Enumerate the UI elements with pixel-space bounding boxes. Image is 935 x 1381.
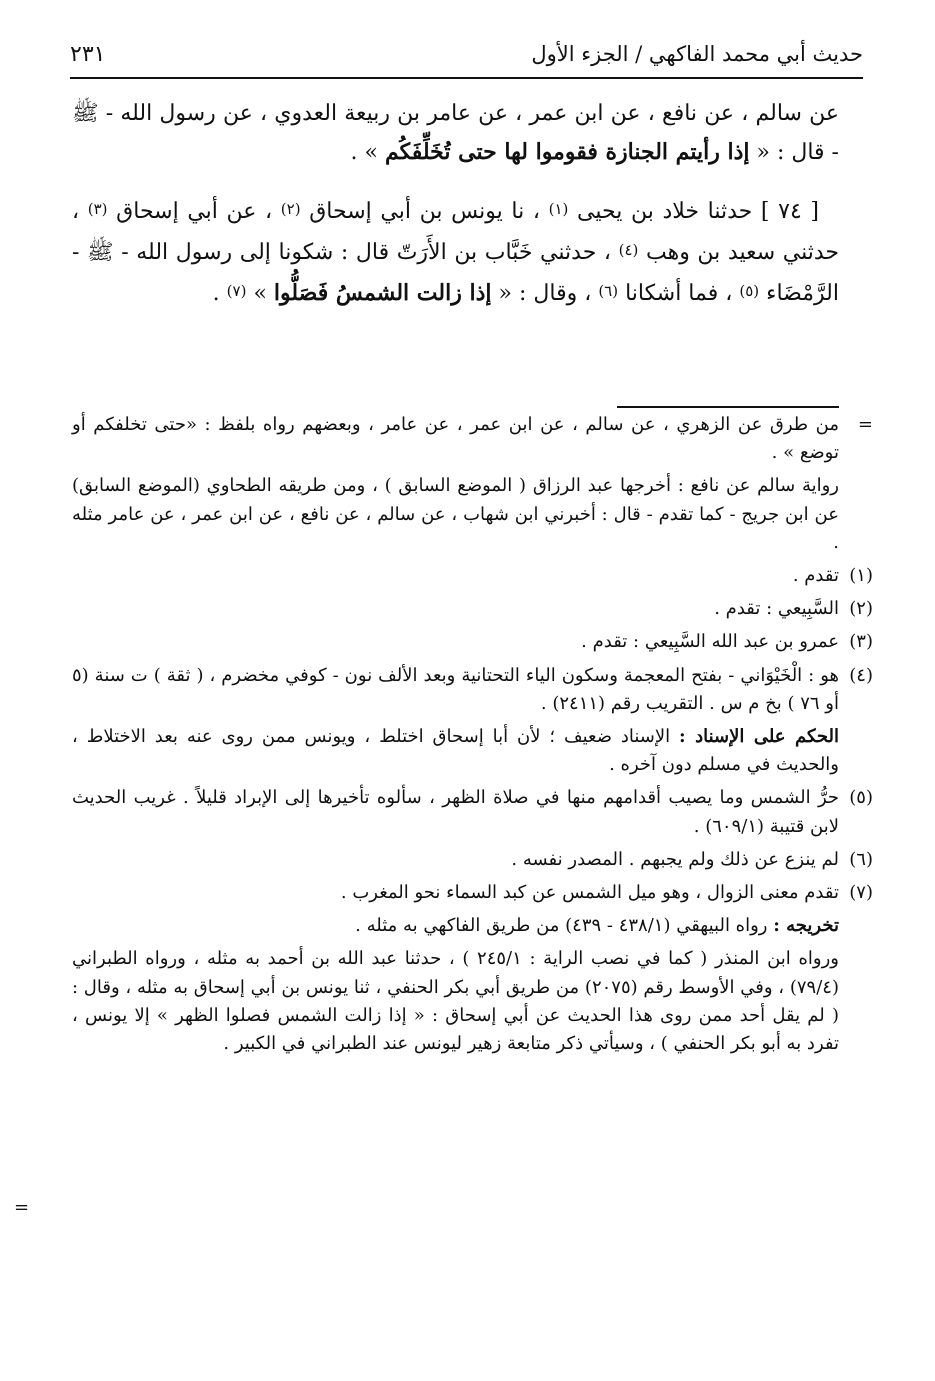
continues-mark: = <box>14 1197 30 1218</box>
footnote-2: (٢) السَّبِيعي : تقدم . <box>714 598 873 620</box>
footnote-ref: (٦) <box>598 282 619 300</box>
footnote-ref: (٤) <box>618 241 639 259</box>
footnote-ref: (١) <box>548 200 569 218</box>
footnote-4: (٤) هو : الْخَيْوَاني - بفتح المعجمة وسكون الياء التحتانية وبعد الألف نون - كوفي مخضرم ، ( ثقة ) ت سنة (٥ أو ٧٦ ) بخ م س . التقريب رقم (٢٤١١) . <box>72 664 873 714</box>
main-text <box>72 94 839 313</box>
footnote-7: (٧) تقدم معنى الزوال ، وهو ميل الشمس عن كبد السماء نحو المغرب . <box>340 882 873 904</box>
footnote-ref: (٢) <box>280 200 301 218</box>
footnote-7-takhrij: تخريجه : رواه البيهقي (٤٣٨/١ - ٤٣٩) من طريق الفاكهي به مثله . <box>355 915 839 937</box>
footnote-continuation: = من طرق عن الزهري ، عن سالم ، عن ابن عمر ، عن عامر ، وبعضهم رواه بلفظ : «حتى تخلفكم أو توضع » . <box>72 411 839 467</box>
hadith-73-matn: إذا رأيتم الجنازة فقوموا لها حتى تُخَلِّفَكُم <box>384 139 750 165</box>
footnote-1: (١) تقدم . <box>792 565 873 587</box>
hadith-74-matn: إذا زالت الشمسُ فَصَلُّوا <box>273 280 492 306</box>
footnote-6: (٦) لم ينزع عن ذلك ولم يجبهم . المصدر نفسه . <box>511 848 873 870</box>
footnote-5: (٥) حرُّ الشمس وما يصيب أقدامهم منها في صلاة الظهر ، سألوه تأخيرها إلى الإبراد قليلاً . غريب الحديث لابن قتيبة (٦٠٩/١) . <box>72 787 873 837</box>
takhrij-label: تخريجه : <box>773 915 839 937</box>
header-rule <box>70 77 863 79</box>
footnote-3: (٣) عمرو بن عبد الله السَّبِيعي : تقدم . <box>581 631 873 653</box>
hadith-number: [ ٧٤ ] <box>760 199 819 224</box>
hadith-74: [ ٧٤ ] حدثنا خلاد بن يحيى (١) ، نا يونس بن أبي إسحاق (٢) ، عن أبي إسحاق (٣) ، حدثني سعيد بن وهب (٤) ، حدثني خَبَّاب بن الأَرَتّ قال : شكونا إلى رسول الله - ﷺ - الرَّمْضَاء (٥) ، فما أشكانا (٦) ، وقال : « إذا زالت الشمسُ فَصَلُّوا » (٧) . <box>72 199 839 306</box>
hadith-73-ending: عن سالم ، عن نافع ، عن ابن عمر ، عن عامر بن ربيعة العدوي ، عن رسول الله - ﷺ - قال : « إذا رأيتم الجنازة فقوموا لها حتى تُخَلِّفَكُم » . <box>72 101 839 165</box>
page-number: ٢٣١ <box>70 42 106 67</box>
running-title: حديث أبي محمد الفاكهي / الجزء الأول <box>531 42 863 66</box>
continuation-mark: = <box>857 414 873 435</box>
footnote-7-more: ورواه ابن المنذر ( كما في نصب الراية : ٢٤٥/١ ) ، حدثنا عبد الله بن أحمد به مثله ، ورواه الطبراني (٧٩/٤) ، وفي الأوسط رقم (٢٠٧٥) من طريق أبي بكر الحنفي ، ثنا يونس بن أبي إسحاق به مثله ، وقال : ( لم يقل أحد ممن روى هذا الحديث عن أبي إسحاق : « إذا زالت الشمس فصلوا الظهر » إلا يونس ، تفرد به أبو بكر الحنفي ) ، وسيأتي ذكر متابعة زهير ليونس عند الطبراني في الكبير . <box>72 948 839 1055</box>
footnote-ref: (٥) <box>739 282 760 300</box>
footnotes <box>72 411 873 1063</box>
footnote-ref: (٧) <box>226 282 247 300</box>
page-header <box>70 42 863 72</box>
footnote-ref: (٣) <box>87 200 108 218</box>
footnote-separator <box>617 406 839 408</box>
footnote-4-ruling: الحكم على الإسناد : الإسناد ضعيف ؛ لأن أبا إسحاق اختلط ، ويونس ممن روى عنه بعد الاختلاط ، والحديث في مسلم دون آخره . <box>72 726 839 776</box>
footnote-continuation-more: رواية سالم عن نافع : أخرجها عبد الرزاق ( الموضع السابق ) ، ومن طريقه الطحاوي (الموضع السابق) عن ابن جريج - كما تقدم - قال : أخبرني ابن شهاب ، عن سالم ، عن نافع ، عن ابن عمر ، عن عامر مثله . <box>72 475 839 553</box>
ruling-label: الحكم على الإسناد : <box>679 726 839 748</box>
